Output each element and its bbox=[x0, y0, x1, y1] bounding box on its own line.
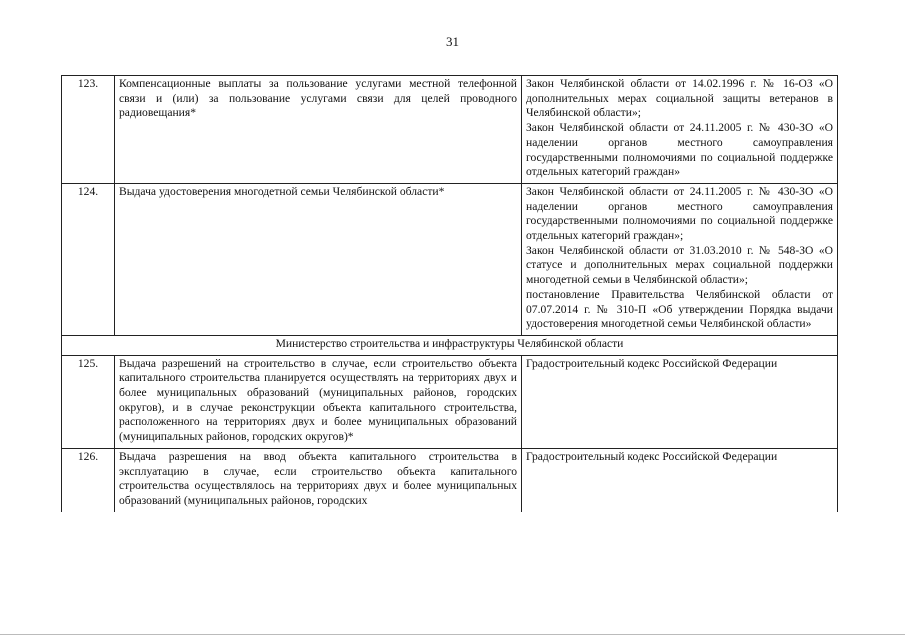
legal-act: Градостроительный кодекс Российской Федерации bbox=[526, 449, 778, 463]
table-row bbox=[62, 355, 838, 448]
service-name: Выдача удостоверения многодетной семьи Челябинской области* bbox=[115, 183, 522, 335]
section-header: Министерство строительства и инфраструктуры Челябинской области bbox=[62, 335, 838, 355]
legal-basis bbox=[522, 183, 838, 335]
legal-basis bbox=[522, 448, 838, 511]
row-number: 126. bbox=[62, 448, 115, 511]
legal-act: Закон Челябинской области от 31.03.2010 г. № 548-ЗО «О статусе и дополнительных мерах социальной поддержки многодетной семьи в Челябинской области»; bbox=[526, 243, 833, 287]
service-name: Выдача разрешений на строительство в случае, если строительство объекта капитального строительства планируется осуществлять на территориях двух и более муниципальных образований (муниципальных районов, городских округов), и в случае реконструкции объекта капитального строительства, расположенного на территориях двух и более муниципальных образований (муниципальных районов, городских округов)* bbox=[115, 355, 522, 448]
footer-rule bbox=[0, 634, 905, 635]
row-number: 123. bbox=[62, 76, 115, 184]
legal-basis bbox=[522, 76, 838, 184]
service-name: Выдача разрешения на ввод объекта капитального строительства в эксплуатацию в случае, если строительство объекта капитального строительства осуществлялось на территориях двух и более муниципальных образований (муниципальных районов, городских bbox=[115, 448, 522, 511]
legal-basis bbox=[522, 355, 838, 448]
legal-act: Закон Челябинской области от 24.11.2005 г. № 430-ЗО «О наделении органов местного самоуправления государственными полномочиями по социальной поддержке отдельных категорий граждан»; bbox=[526, 184, 833, 243]
service-name: Компенсационные выплаты за пользование услугами местной телефонной связи и (или) за пользование услугами связи для целей проводного радиовещания* bbox=[115, 76, 522, 184]
table-row bbox=[62, 183, 838, 335]
table-row bbox=[62, 448, 838, 511]
page-number: 31 bbox=[446, 34, 459, 49]
services-table bbox=[61, 75, 838, 512]
row-number: 125. bbox=[62, 355, 115, 448]
legal-act: постановление Правительства Челябинской области от 07.07.2014 г. № 310-П «Об утверждении Порядка выдачи удостоверения многодетной семьи Челябинской области» bbox=[526, 287, 833, 331]
legal-act: Закон Челябинской области от 14.02.1996 г. № 16-ОЗ «О дополнительных мерах социальной защиты ветеранов в Челябинской области»; bbox=[526, 77, 833, 120]
legal-act: Градостроительный кодекс Российской Федерации bbox=[526, 356, 778, 370]
legal-act: Закон Челябинской области от 24.11.2005 г. № 430-ЗО «О наделении органов местного самоуправления государственными полномочиями по социальной поддержке отдельных категорий граждан» bbox=[526, 121, 833, 179]
row-number: 124. bbox=[62, 183, 115, 335]
section-header-row bbox=[62, 335, 838, 355]
table-row bbox=[62, 76, 838, 184]
